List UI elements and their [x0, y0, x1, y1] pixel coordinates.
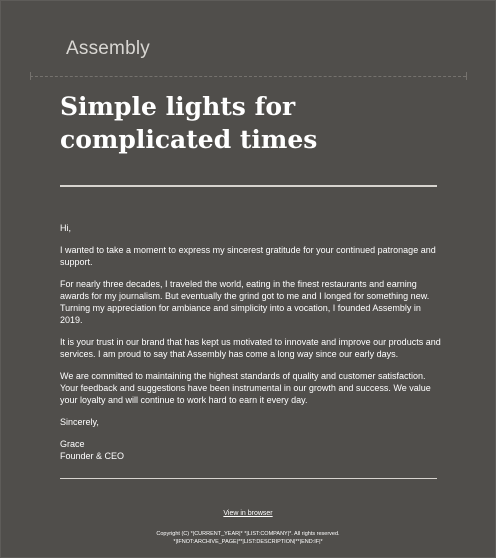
header-divider-tick-left: [30, 72, 31, 80]
letter-paragraph: It is your trust in our brand that has kept us motivated to innovate and improve our products and services. I am proud to say that Assembly has come a long way since our early days.: [60, 337, 441, 359]
footer-rule: [60, 478, 437, 479]
signature-name: Grace: [60, 439, 85, 449]
letter-paragraph: We are committed to maintaining the highest standards of quality and customer satisfaction. Your feedback and suggestions have been instrumental in our growth and success. We value your loyalty and will continue to work hard to earn it every day.: [60, 371, 431, 405]
view-in-browser-link[interactable]: View in browser: [223, 510, 273, 517]
description-line: *|IFNOT:ARCHIVE_PAGE|**|LIST:DESCRIPTION|**|END:IF|*: [173, 539, 323, 545]
closing: Sincerely,: [60, 417, 99, 427]
headline: Simple lights for complicated times: [60, 92, 318, 154]
signature-title: Founder & CEO: [60, 451, 125, 461]
brand-logo[interactable]: Assembly: [66, 38, 150, 59]
greeting: Hi,: [60, 223, 71, 233]
letter-paragraph: I wanted to take a moment to express my sincerest gratitude for your continued patronage and support.: [60, 245, 436, 267]
header-divider: [30, 76, 466, 77]
header-divider-tick-right: [466, 72, 467, 80]
headline-rule: [60, 185, 437, 187]
letter-paragraph: For nearly three decades, I traveled the world, eating in the finest restaurants and earning awards for my journalism. But eventually the grind got to me and I longed for something new. Turning my appreciation for ambiance and simplicity into a vocation, I founded Assembly in 2019.: [60, 279, 430, 325]
copyright-line: Copyright (C) *|CURRENT_YEAR|* *|LIST:COMPANY|*. All rights reserved.: [156, 531, 340, 537]
letter-body: [60, 222, 445, 462]
copyright-block: [0, 530, 496, 546]
